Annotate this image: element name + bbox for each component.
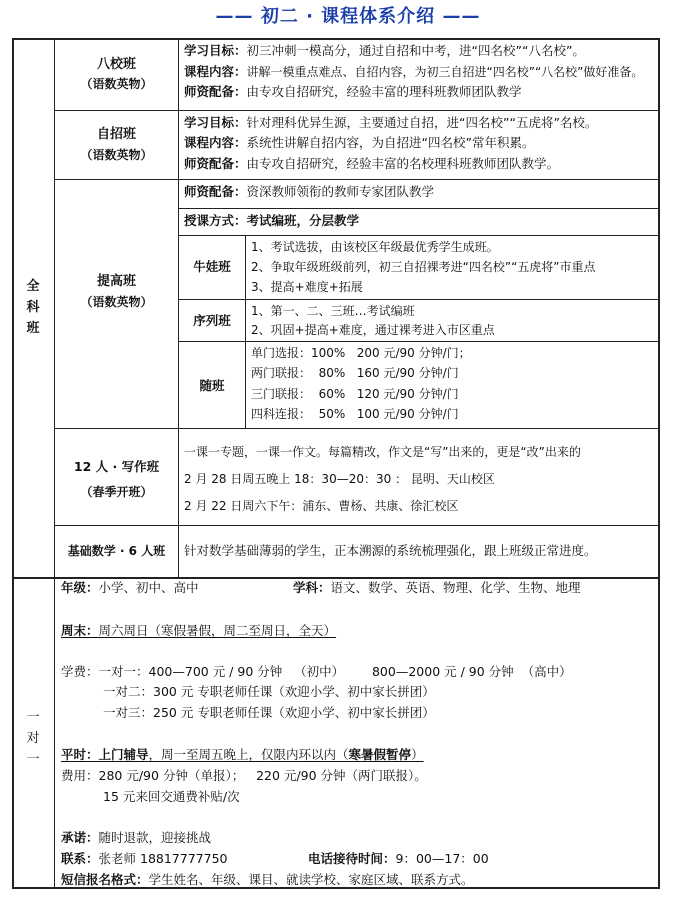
bajiao-teacher: 师资配备：由专攻自招研究，经验丰富的理科班教师团队教学 <box>184 84 522 99</box>
one-cost: 费用：280 元/90 分钟（单报）； 220 元/90 分钟（两门联报）。 <box>61 768 427 783</box>
page-title: —— 初二 · 课程体系介绍 —— <box>215 6 481 27</box>
divider <box>178 299 660 300</box>
bajiao-goal: 学习目标：初三冲刺一模高分，通过自招和中考，进“四名校”“八名校”。 <box>184 43 585 58</box>
class-name-bajiao: 八校班 <box>96 57 136 72</box>
section-label-one-on-one: 一 对 一 <box>26 710 40 767</box>
class-name-niuwa: 牛娃班 <box>193 259 231 274</box>
divider <box>54 179 660 180</box>
divider <box>178 341 660 342</box>
tigao-teacher: 师资配备：资深教师领衔的教师专家团队教学 <box>184 184 435 199</box>
suiban-line: 单门选报：100% 200 元/90 分钟/门； <box>251 346 471 360</box>
class-name-xiezuo: 12 人 · 写作班 <box>73 459 160 474</box>
divider <box>54 110 660 111</box>
one-transport: 15 元来回交通费补贴/次 <box>103 789 240 804</box>
class-name-tigao: 提高班 <box>96 274 136 289</box>
suiban-line: 两门联报： 80% 160 元/90 分钟/门 <box>251 366 459 380</box>
niuwa-line: 2、争取年级班级前列，初三自招裸考进“四名校”“五虎将”市重点 <box>251 260 596 274</box>
class-name-zizhao: 自招班 <box>96 127 136 142</box>
divider <box>54 428 660 429</box>
divider <box>245 235 246 428</box>
xulie-line: 2、巩固+提高+难度，通过裸考进入市区重点 <box>251 323 495 337</box>
xiezuo-line: 一课一专题，一课一作文。每篇精改，作文是“写”出来的，更是“改”出来的 <box>184 445 581 459</box>
class-subjects-bajiao: （语数英物） <box>80 77 153 91</box>
class-subjects-zizhao: （语数英物） <box>80 148 153 162</box>
one-weekday: 平时：上门辅导，周一至周五晚上，仅限内环以内（寒暑假暂停） <box>61 747 424 762</box>
one-promise: 承诺：随时退款，迎接挑战 <box>61 830 212 845</box>
divider <box>178 208 660 209</box>
niuwa-line: 1、考试选拔，由该校区年级最优秀学生成班。 <box>251 240 499 254</box>
one-hours: 电话接待时间：9：00—17：00 <box>308 851 489 866</box>
one-weekend: 周末：周六周日（寒假暑假，周二至周日，全天） <box>61 623 337 638</box>
class-name-jichu: 基础数学 · 6 人班 <box>67 544 166 558</box>
divider <box>178 235 660 236</box>
suiban-line: 三门联报： 60% 120 元/90 分钟/门 <box>251 387 459 401</box>
section-label-full: 全 科 班 <box>26 279 40 336</box>
xulie-line: 1、第一、二、三班…考试编班 <box>251 304 415 318</box>
niuwa-line: 3、提高+难度+拓展 <box>251 280 363 294</box>
zizhao-content: 课程内容：系统性讲解自招内容，为自招进“四名校”常年积累。 <box>184 135 535 150</box>
one-grade: 年级：小学、初中、高中 <box>61 580 199 595</box>
class-name-xulie: 序列班 <box>193 313 231 328</box>
zizhao-goal: 学习目标：针对理科优异生源，主要通过自招，进“四名校”“五虎将”名校。 <box>184 115 598 130</box>
one-fee1: 学费：一对一：400—700 元 / 90 分钟 （初中） 800—2000 元 / 90 分钟 （高中） <box>61 664 572 679</box>
divider <box>54 525 660 526</box>
tigao-mode: 授课方式：考试编班，分层教学 <box>184 213 360 228</box>
class-name-suiban: 随班 <box>199 378 225 393</box>
class-note-xiezuo: （春季开班） <box>80 485 153 499</box>
suiban-line: 四科连报： 50% 100 元/90 分钟/门 <box>251 407 459 421</box>
xiezuo-line: 2 月 28 日周五晚上 18：30—20：30 ： 昆明、天山校区 <box>184 472 495 486</box>
divider <box>12 577 660 579</box>
xiezuo-line: 2 月 22 日周六下午：浦东、曹杨、共康、徐汇校区 <box>184 499 459 513</box>
one-contact: 联系：张老师 18817777750 <box>61 851 228 866</box>
class-subjects-tigao: （语数英物） <box>80 295 153 309</box>
one-fee2: 一对二：300 元 专职老师任课（欢迎小学、初中家长拼团） <box>103 684 435 699</box>
bajiao-content: 课程内容：讲解一模重点难点、自招内容，为初三自招进“四名校”“八名校”做好准备。 <box>184 64 644 79</box>
divider <box>178 38 179 577</box>
one-fee3: 一对三：250 元 专职老师任课（欢迎小学、初中家长拼团） <box>103 705 435 720</box>
one-subject: 学科：语文、数学、英语、物理、化学、生物、地理 <box>293 580 581 595</box>
zizhao-teacher: 师资配备：由专攻自招研究，经验丰富的名校理科班教师团队教学。 <box>184 156 560 171</box>
one-sms: 短信报名格式：学生姓名、年级、课目、就读学校、家庭区域、联系方式。 <box>61 872 474 887</box>
jichu-desc: 针对数学基础薄弱的学生，正本溯源的系统梳理强化，跟上班级正常进度。 <box>184 543 597 558</box>
divider <box>54 577 55 889</box>
